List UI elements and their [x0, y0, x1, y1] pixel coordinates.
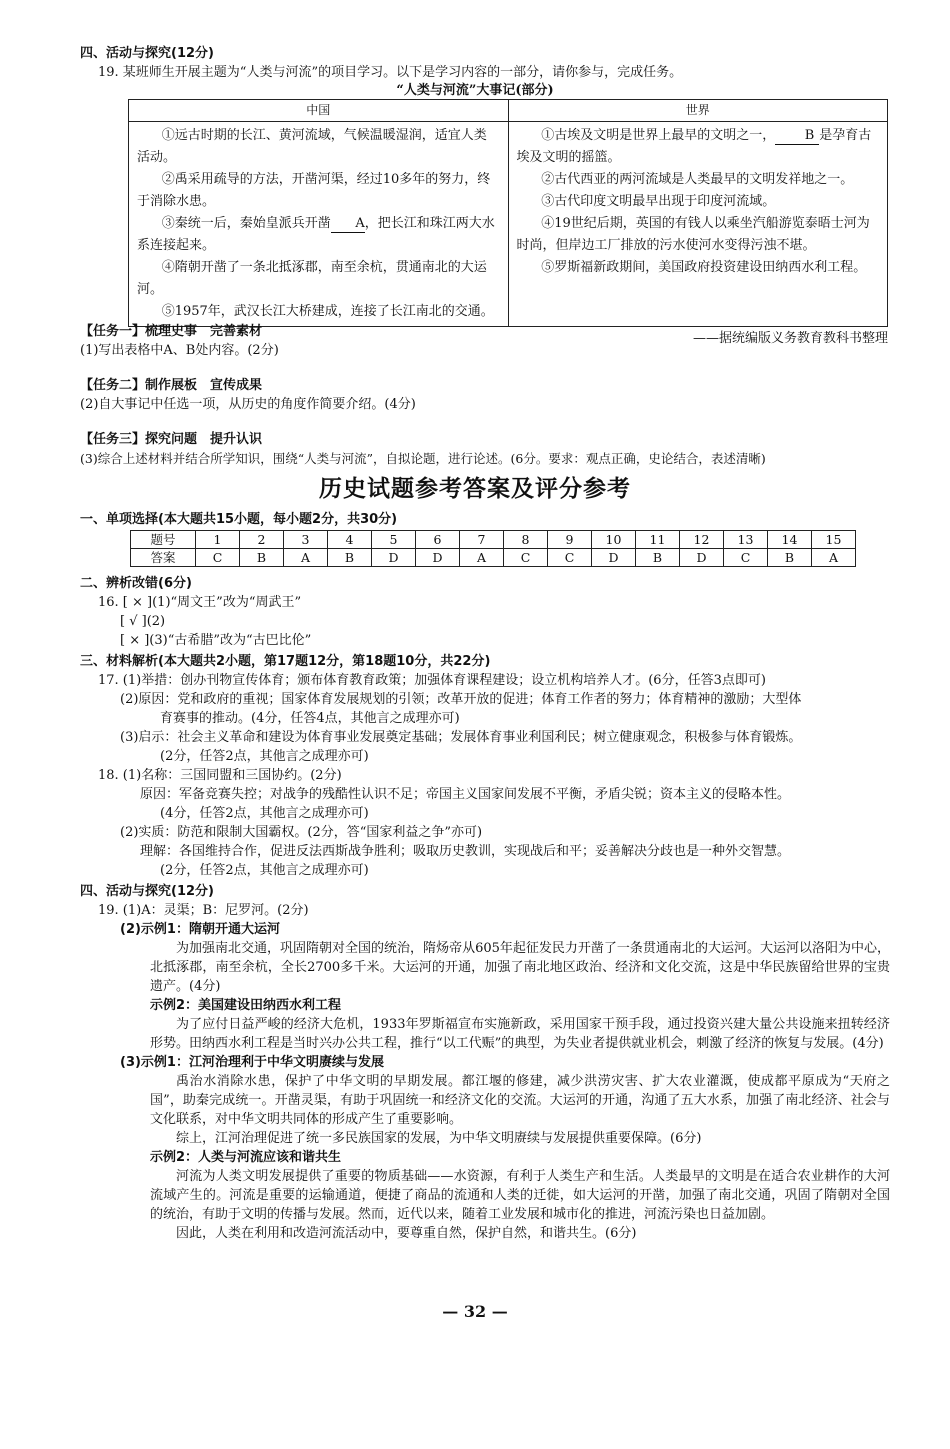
question-number-cell: 9: [548, 531, 592, 549]
china-events-cell: [129, 122, 509, 327]
answer-cell: C: [196, 549, 240, 567]
answer-cell: B: [768, 549, 812, 567]
question-number-cell: 3: [284, 531, 328, 549]
answer-cell: D: [416, 549, 460, 567]
china-event: ②禹采用疏导的方法，开凿河渠，经过10多年的努力，终于消除水患。: [137, 172, 491, 209]
answer-cell: A: [812, 549, 856, 567]
section-header: 四、活动与探究(12分): [80, 884, 214, 899]
table-source: ——据统编版义务教育教科书整理: [692, 331, 888, 346]
answer-cell: B: [636, 549, 680, 567]
multiple-choice-answer-table: [130, 530, 856, 567]
task-title: 【任务二】制作展板 宣传成果: [80, 378, 263, 393]
page-number: — 32 —: [442, 1302, 508, 1321]
column-header-china: 中国: [129, 100, 509, 122]
task-title: 【任务三】探究问题 提升认识: [80, 432, 263, 447]
answer-line: (4分，任答2点，其他言之成理亦可): [160, 806, 369, 821]
world-event: ③古代印度文明最早出现于印度河流域。: [541, 194, 776, 209]
blank-b: B: [775, 128, 819, 145]
answer-line: (3)启示：社会主义革命和建设为体育事业发展奠定基础；发展体育事业利国利民；树立健康观念，积极参与体育锻炼。: [120, 730, 802, 745]
example-text: 因此，人类在利用和改造河流活动中，要尊重自然，保护自然，和谐共生。(6分): [176, 1226, 637, 1241]
example-text: 为了应付日益严峻的经济大危机，1933年罗斯福宣布实施新政，采用国家干预手段，通过投资兴建大量公共设施来扭转经济形势。田纳西水利工程是当时兴办公共工程，推行“以工代赈”的典型，为失业者提供就业机会，刺激了经济的恢复与发展。(4分): [150, 1017, 890, 1051]
example-title: 示例2：人类与河流应该和谐共生: [150, 1150, 342, 1165]
world-event: ②古代西亚的两河流域是人类最早的文明发祥地之一。: [541, 172, 854, 187]
answer-key-title: 历史试题参考答案及评分参考: [319, 476, 631, 502]
example-text: 综上，江河治理促进了统一多民族国家的发展，为中华文明赓续与发展提供重要保障。(6分): [176, 1131, 702, 1146]
question-number-cell: 1: [196, 531, 240, 549]
task-2: [80, 376, 890, 414]
answer-label: 答案: [131, 549, 196, 567]
answer-line: (2分，任答2点，其他言之成理亦可): [160, 863, 369, 878]
question-number-cell: 12: [680, 531, 724, 549]
example-title: (3)示例1：江河治理利于中华文明赓续与发展: [120, 1055, 384, 1070]
world-event: ①古埃及文明是世界上最早的文明之一， B 是孕育古埃及文明的摇篮。: [516, 128, 872, 165]
example-text: 河流为人类文明发展提供了重要的物质基础——水资源，有利于人类生产和生活。人类最早的文明是在适合农业耕作的大河流域产生的。河流是重要的运输通道，便捷了商品的流通和人类的迁徙，如大运河的开凿，加强了南北交通，巩固了隋朝对全国的统治，有助于文明的传播与发展。然而，近代以来，随着工业发展和城市化的推进，河流污染也日益加剧。: [150, 1169, 890, 1222]
question-number-cell: 11: [636, 531, 680, 549]
task-1: [80, 322, 890, 360]
answer-line: 理解：各国维持合作，促进反法西斯战争胜利；吸取历史教训，实现战后和平；妥善解决分歧也是一种外交智慧。: [140, 844, 791, 859]
question-number-cell: 4: [328, 531, 372, 549]
world-event: ⑤罗斯福新政期间，美国政府投资建设田纳西水利工程。: [541, 260, 867, 275]
china-event: ④隋朝开凿了一条北抵涿郡，南至余杭，贯通南北的大运河。: [137, 260, 487, 297]
task-3: [80, 430, 890, 468]
answer-cell: C: [504, 549, 548, 567]
answer-cell: D: [372, 549, 416, 567]
question-number-cell: 7: [460, 531, 504, 549]
china-event: ③秦统一后，秦始皇派兵开凿 A，把长江和珠江两大水系连接起来。: [137, 216, 495, 253]
answer-cell: B: [240, 549, 284, 567]
number-label: 题号: [131, 531, 196, 549]
section-header: 四、活动与探究(12分): [80, 46, 214, 61]
example-text: 为加强南北交通，巩固隋朝对全国的统治，隋炀帝从605年起征发民力开凿了一条贯通南北的大运河。大运河以洛阳为中心，北抵涿郡，南至余杭，全长2700多千米。大运河的开通，加强了南北地区政治、经济和文化交流，这是中华民族留给世界的宝贵遗产。(4分): [150, 941, 890, 994]
question-number-cell: 5: [372, 531, 416, 549]
answer-line: 19. (1)A：灵渠；B：尼罗河。(2分): [98, 903, 309, 918]
task-question: (3)综合上述材料并结合所学知识，围绕“人类与河流”，自拟论题，进行论述。(6分。要求：观点正确，史论结合，表述清晰): [80, 451, 766, 466]
answer-cell: A: [460, 549, 504, 567]
example-title: 示例2：美国建设田纳西水利工程: [150, 998, 342, 1013]
answer-cell: B: [328, 549, 372, 567]
answer-cell: C: [724, 549, 768, 567]
answer-line: [ √ ](2): [120, 614, 166, 629]
task-title: 【任务一】梳理史事 完善素材: [80, 324, 263, 339]
answer-line: 原因：军备竞赛失控；对战争的残酷性认识不足；帝国主义国家间发展不平衡，矛盾尖锐；资本主义的侵略本性。: [140, 787, 791, 802]
question-number-cell: 13: [724, 531, 768, 549]
question-number-cell: 6: [416, 531, 460, 549]
section-3: [80, 652, 890, 880]
section-header: 二、辨析改错(6分): [80, 576, 192, 591]
example-text: 禹治水消除水患，保护了中华文明的早期发展。都江堰的修建，减少洪涝灾害、扩大农业灌溉，使成都平原成为“天府之国”，助秦完成统一。开凿灵渠，有助于巩固统一和经济文化的交流。大运河的开通，沟通了五大水系，加强了南北经济、社会与文化联系，对中华文明共同体的形成产生了重要影响。: [150, 1074, 890, 1127]
answer-line: [ × ](3)“古希腊”改为“古巴比伦”: [120, 633, 312, 648]
task-question: (2)自大事记中任选一项，从历史的角度作简要介绍。(4分): [80, 397, 416, 412]
answer-line: 17. (1)举措：创办刊物宣传体育；颁布体育教育政策；加强体育课程建设；设立机构培养人才。(6分，任答3点即可): [98, 673, 766, 688]
answer-line: (2)实质：防范和限制大国霸权。(2分，答“国家利益之争”亦可): [120, 825, 483, 840]
china-event: ⑤1957年，武汉长江大桥建成，连接了长江南北的交通。: [161, 304, 494, 319]
answer-line: 18. (1)名称：三国同盟和三国协约。(2分): [98, 768, 342, 783]
question-number-cell: 2: [240, 531, 284, 549]
section-1-header: 一、单项选择(本大题共15小题，每小题2分，共30分): [80, 512, 398, 527]
blank-a: A: [331, 216, 365, 233]
answer-cell: D: [592, 549, 636, 567]
example-title: (2)示例1：隋朝开通大运河: [120, 922, 280, 937]
section-2: [80, 574, 890, 650]
answer-line: 16. [ × ](1)“周文王”改为“周武王”: [98, 595, 302, 610]
answer-line: 育赛事的推动。(4分，任答4点，其他言之成理亦可): [160, 711, 460, 726]
answer-cell: D: [680, 549, 724, 567]
answer-line: (2分，任答2点，其他言之成理亦可): [160, 749, 369, 764]
world-events-cell: [508, 122, 888, 327]
question-intro: 19. 某班师生开展主题为“人类与河流”的项目学习。以下是学习内容的一部分，请你参与，完成任务。: [98, 65, 683, 80]
question-number-cell: 8: [504, 531, 548, 549]
answer-cell: C: [548, 549, 592, 567]
answer-line: (2)原因：党和政府的重视；国家体育发展规划的引领；改革开放的促进；体育工作者的努力；体育精神的激励；大型体: [120, 692, 802, 707]
section-header: 三、材料解析(本大题共2小题，第17题12分，第18题10分，共22分): [80, 654, 491, 669]
question-number-cell: 10: [592, 531, 636, 549]
column-header-world: 世界: [508, 100, 888, 122]
question-section: [80, 44, 890, 348]
answer-cell: A: [284, 549, 328, 567]
question-number-cell: 15: [812, 531, 856, 549]
question-number-cell: 14: [768, 531, 812, 549]
china-event: ①远古时期的长江、黄河流域，气候温暖湿润，适宜人类活动。: [137, 128, 487, 165]
table-title: “人类与河流”大事记(部分): [396, 83, 554, 98]
events-table: [128, 99, 888, 327]
task-question: (1)写出表格中A、B处内容。(2分): [80, 343, 279, 358]
section-4: [80, 882, 890, 1243]
world-event: ④19世纪后期，英国的有钱人以乘坐汽船游览泰晤士河为时尚，但岸边工厂排放的污水使河水变得污浊不堪。: [516, 216, 870, 253]
